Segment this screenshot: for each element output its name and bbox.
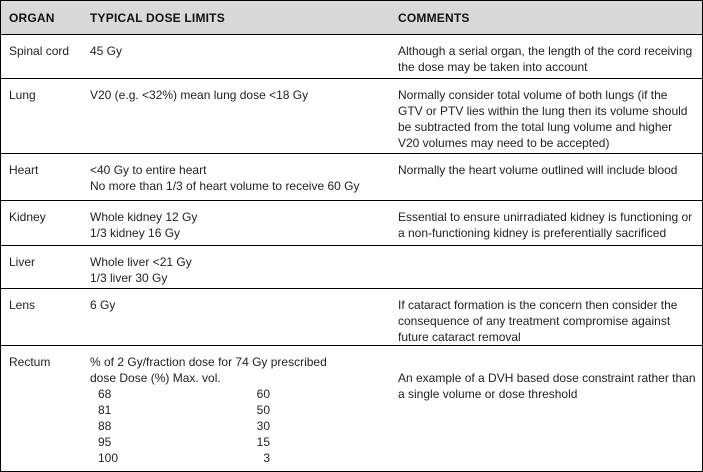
comments-cell [398,87,698,151]
header-organ: ORGAN [9,11,55,25]
limit-line: 6 Gy [90,298,116,312]
comment-line: Normally consider total volume of both lungs (if the [398,88,668,102]
dose-value: 95 [98,435,112,449]
table-row-spinal-cord [1,35,702,79]
organ-cell: Spinal cord [9,44,70,58]
comment-line: V20 volumes may need to be accepted) [398,136,610,150]
limits-cell [90,254,390,286]
limit-line: Whole liver <21 Gy [90,255,192,269]
comments-cell [398,209,698,241]
table-header [1,1,702,35]
dose-volume-row [90,402,290,418]
comment-line: a single volume or dose threshold [398,387,578,401]
limits-cell [90,354,390,465]
comment-line: be subtracted from the total lung volume and higher [398,120,673,134]
limit-line: % of 2 Gy/fraction dose for 74 Gy prescribed [90,355,327,369]
limits-cell [90,87,390,103]
comments-cell [398,162,698,178]
comment-line: GTV or PTV lies within the lung then its volume should [398,104,688,118]
comment-line: An example of a DVH based dose constraint rather than [398,371,696,385]
table-row-heart [1,154,702,201]
comment-line: If cataract formation is the concern then consider the [398,298,678,312]
dose-volume-row [90,386,290,402]
dose-value: 81 [98,403,112,417]
limit-line: Whole kidney 12 Gy [90,210,198,224]
limits-cell [90,297,390,313]
table-row-rectum [1,346,702,471]
limits-cell [90,162,390,194]
comments-cell [398,43,698,75]
comment-line: Essential to ensure unirradiated kidney is functioning or [398,210,693,224]
limits-cell [90,209,390,241]
max-volume-value: 30 [256,419,270,433]
table-row-kidney [1,201,702,246]
limit-line: dose Dose (%) Max. vol. [90,371,221,385]
dose-value: 88 [98,419,112,433]
comment-line: future cataract removal [398,330,521,344]
organ-cell: Liver [9,255,36,269]
max-volume-value: 3 [263,451,270,465]
comment-line: Although a serial organ, the length of the cord receiving [398,44,693,58]
header-dose-limits: TYPICAL DOSE LIMITS [90,11,225,25]
organ-cell: Kidney [9,210,46,224]
limit-line: <40 Gy to entire heart [90,163,207,177]
dose-value: 100 [98,451,119,465]
comment-line: a non-functioning kidney is preferentially sacrificed [398,226,667,240]
comments-cell [398,370,698,402]
max-volume-value: 15 [256,435,270,449]
dose-volume-row [90,418,290,434]
table-row-liver [1,246,702,289]
dose-volume-row [90,434,290,450]
organ-cell: Heart [9,163,39,177]
limit-line: No more than 1/3 of heart volume to receive 60 Gy [90,179,360,193]
dose-volume-row [90,450,290,466]
organ-cell: Lung [9,88,36,102]
max-volume-value: 50 [256,403,270,417]
comment-line: the dose may be taken into account [398,60,588,74]
limit-line: 1/3 kidney 16 Gy [90,226,181,240]
limits-cell [90,43,390,59]
table-row-lens [1,289,702,346]
table-row-lung [1,79,702,154]
max-volume-value: 60 [256,387,270,401]
header-comments: COMMENTS [398,11,470,25]
limit-line: 1/3 liver 30 Gy [90,271,168,285]
comment-line: Normally the heart volume outlined will include blood [398,163,678,177]
comment-line: consequence of any treatment compromise against [398,314,671,328]
organ-cell: Rectum [9,355,51,369]
limit-line: 45 Gy [90,44,123,58]
limit-line: V20 (e.g. <32%) mean lung dose <18 Gy [90,88,309,102]
organ-cell: Lens [9,298,36,312]
comments-cell [398,297,698,345]
dose-value: 68 [98,387,112,401]
